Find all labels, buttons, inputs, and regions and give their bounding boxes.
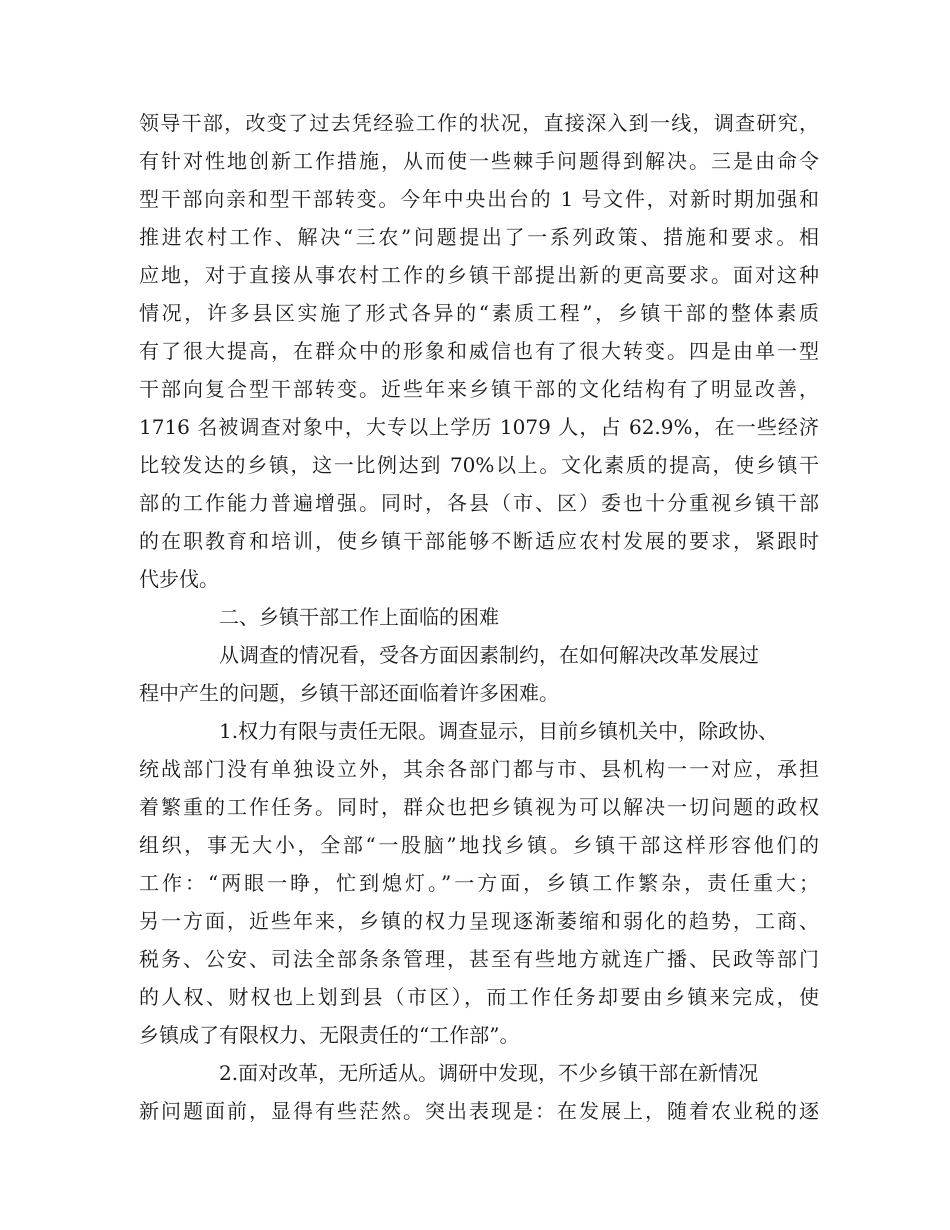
text-line: 的人权、财权也上划到县（市区），而工作任务却要由乡镇来完成，使: [139, 985, 819, 1009]
text-line: 领导干部，改变了过去凭经验工作的状况，直接深入到一线，调查研究，: [139, 111, 819, 135]
paragraph-first-line: 从调查的情况看，受各方面因素制约，在如何解决改革发展过: [219, 643, 759, 667]
text-line: 推进农村工作、解决“三农”问题提出了一系列政策、措施和要求。相: [139, 225, 819, 249]
text-line: 税务、公安、司法全部条条管理，甚至有些地方就连广播、民政等部门: [139, 947, 819, 971]
text-line: 1716 名被调查对象中，大专以上学历 1079 人，占 62.9%，在一些经济: [139, 415, 819, 439]
text-line: 情况，许多县区实施了形式各异的“素质工程”，乡镇干部的整体素质: [139, 301, 819, 325]
text-line: 干部向复合型干部转变。近些年来乡镇干部的文化结构有了明显改善，: [139, 377, 819, 401]
text-line: 工作：“两眼一睁，忙到熄灯。”一方面，乡镇工作繁杂，责任重大；: [139, 871, 819, 895]
text-line: 比较发达的乡镇，这一比例达到 70%以上。文化素质的提高，使乡镇干: [139, 453, 819, 477]
numbered-item-first-line: 2.面对改革，无所适从。调研中发现，不少乡镇干部在新情况: [219, 1061, 759, 1085]
text-line: 着繁重的工作任务。同时，群众也把乡镇视为可以解决一切问题的政权: [139, 795, 819, 819]
text-line: 另一方面，近些年来，乡镇的权力呈现逐渐萎缩和弱化的趋势，工商、: [139, 909, 819, 933]
text-line: 部的工作能力普遍增强。同时，各县（市、区）委也十分重视乡镇干部: [139, 491, 819, 515]
text-line: 统战部门没有单独设立外，其余各部门都与市、县机构一一对应，承担: [139, 757, 819, 781]
document-body: [139, 104, 819, 1130]
text-line: 型干部向亲和型干部转变。今年中央出台的 1 号文件，对新时期加强和: [139, 187, 819, 211]
text-line: 的在职教育和培训，使乡镇干部能够不断适应农村发展的要求，紧跟时: [139, 529, 819, 553]
text-line: 组织，事无大小，全部“一股脑”地找乡镇。乡镇干部这样形容他们的: [139, 833, 819, 857]
text-line: 有针对性地创新工作措施，从而使一些棘手问题得到解决。三是由命令: [139, 149, 819, 173]
numbered-item-first-line: 1.权力有限与责任无限。调查显示，目前乡镇机关中，除政协、: [219, 719, 779, 743]
text-line: 代步伐。: [139, 567, 219, 591]
text-line: 有了很大提高，在群众中的形象和威信也有了很大转变。四是由单一型: [139, 339, 819, 363]
section-heading: 二、乡镇干部工作上面临的困难: [219, 605, 499, 629]
text-line: 程中产生的问题，乡镇干部还面临着许多困难。: [139, 681, 559, 705]
text-line: 应地，对于直接从事农村工作的乡镇干部提出新的更高要求。面对这种: [139, 263, 819, 287]
text-line: 新问题面前，显得有些茫然。突出表现是：在发展上，随着农业税的逐: [139, 1099, 819, 1123]
text-line: 乡镇成了有限权力、无限责任的“工作部”。: [139, 1023, 520, 1047]
